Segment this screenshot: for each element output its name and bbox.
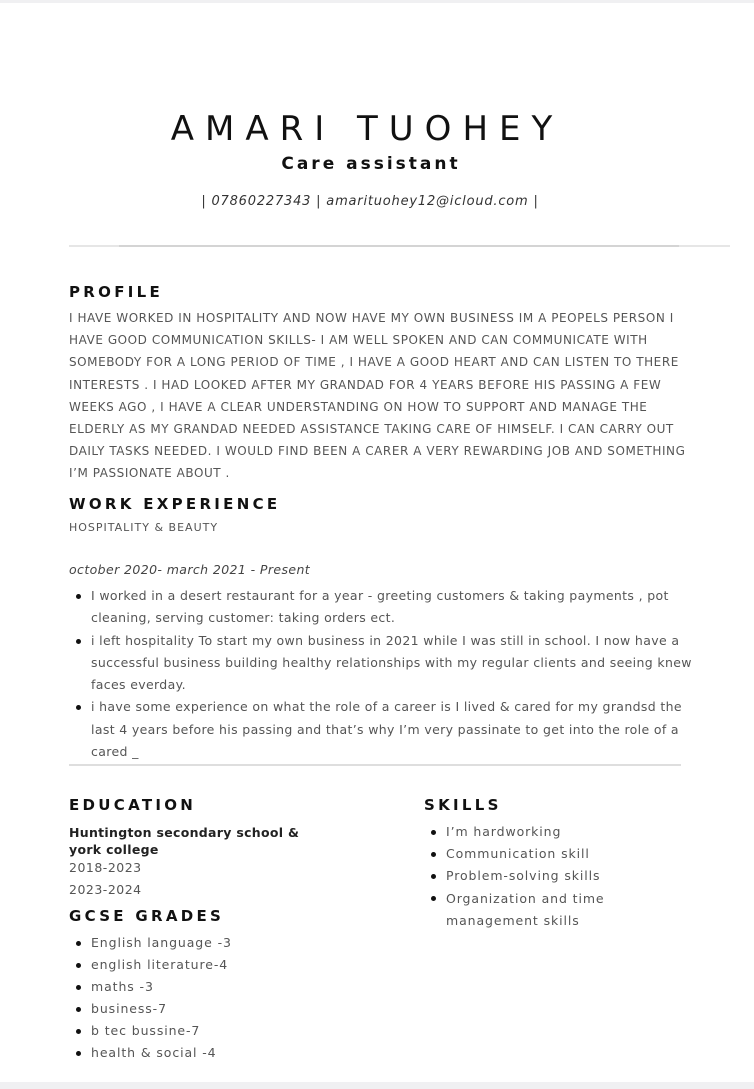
- work-experience-heading: WORK EXPERIENCE: [69, 495, 281, 513]
- education-heading: EDUCATION: [69, 796, 197, 814]
- education-school: Huntington secondary school & york college: [69, 825, 300, 857]
- list-item: I’m hardworking: [424, 821, 674, 843]
- list-item: English language -3: [69, 932, 349, 954]
- list-item: health & social -4: [69, 1042, 349, 1064]
- skills-list: [424, 821, 674, 932]
- list-item: english literature-4: [69, 954, 349, 976]
- list-item: maths -3: [69, 976, 349, 998]
- work-list: [69, 585, 699, 763]
- education-year: 2023-2024: [69, 882, 142, 897]
- profile-heading: PROFILE: [69, 283, 164, 301]
- list-item: i have some experience on what the role of a career is I lived & cared for my grandsd the last 4 years before his passing and that’s why I’m very passinate to get into the role of a cared _: [69, 696, 699, 763]
- list-item: i left hospitality To start my own business in 2021 while I was still in school. I now have a successful business building healthy relationships with my regular clients and seeing knew faces everday.: [69, 630, 699, 697]
- list-item: Communication skill: [424, 843, 674, 865]
- section-divider: [69, 764, 681, 766]
- gcse-heading: GCSE GRADES: [69, 907, 225, 925]
- job-title: Care assistant: [281, 154, 461, 174]
- list-item: business-7: [69, 998, 349, 1020]
- work-subheading: HOSPITALITY & BEAUTY: [69, 521, 219, 534]
- resume-page: [0, 3, 754, 1082]
- profile-text: I HAVE WORKED IN HOSPITALITY AND NOW HAVE MY OWN BUSINESS IM A PEOPELS PERSON I HAVE GOOD COMMUNICATION SKILLS- I AM WELL SPOKEN AND CAN COMMUNICATE WITH SOMEBODY FOR A LONG PERIOD OF TIME , I HAVE A GOOD HEART AND CAN LISTEN TO THERE INTERESTS . I HAD LOOKED AFTER MY GRANDAD FOR 4 YEARS BEFORE HIS PASSING A FEW WEEKS AGO , I HAVE A CLEAR UNDERSTANDING ON HOW TO SUPPORT AND MANAGE THE ELDERLY AS MY GRANDAD NEEDED ASSISTANCE TAKING CARE OF HIMSELF. I CAN CARRY OUT DAILY TASKS NEEDED. I WOULD FIND BEEN A CARER A VERY REWARDING JOB AND SOMETHING I’M PASSIONATE ABOUT .: [69, 311, 686, 481]
- work-dates: october 2020- march 2021 - Present: [69, 562, 311, 577]
- list-item: Organization and time management skills: [424, 888, 674, 932]
- gcse-list: [69, 932, 349, 1064]
- list-item: Problem-solving skills: [424, 865, 674, 887]
- skills-heading: SKILLS: [424, 796, 502, 814]
- header-divider: [69, 245, 730, 247]
- candidate-name: AMARI TUOHEY: [170, 109, 564, 149]
- education-year: 2018-2023: [69, 860, 142, 875]
- contact-info: | 07860227343 | amarituohey12@icloud.com |: [201, 194, 539, 209]
- list-item: I worked in a desert restaurant for a year - greeting customers & taking payments , pot cleaning, serving customer: taking orders ect.: [69, 585, 699, 630]
- list-item: b tec bussine-7: [69, 1020, 349, 1042]
